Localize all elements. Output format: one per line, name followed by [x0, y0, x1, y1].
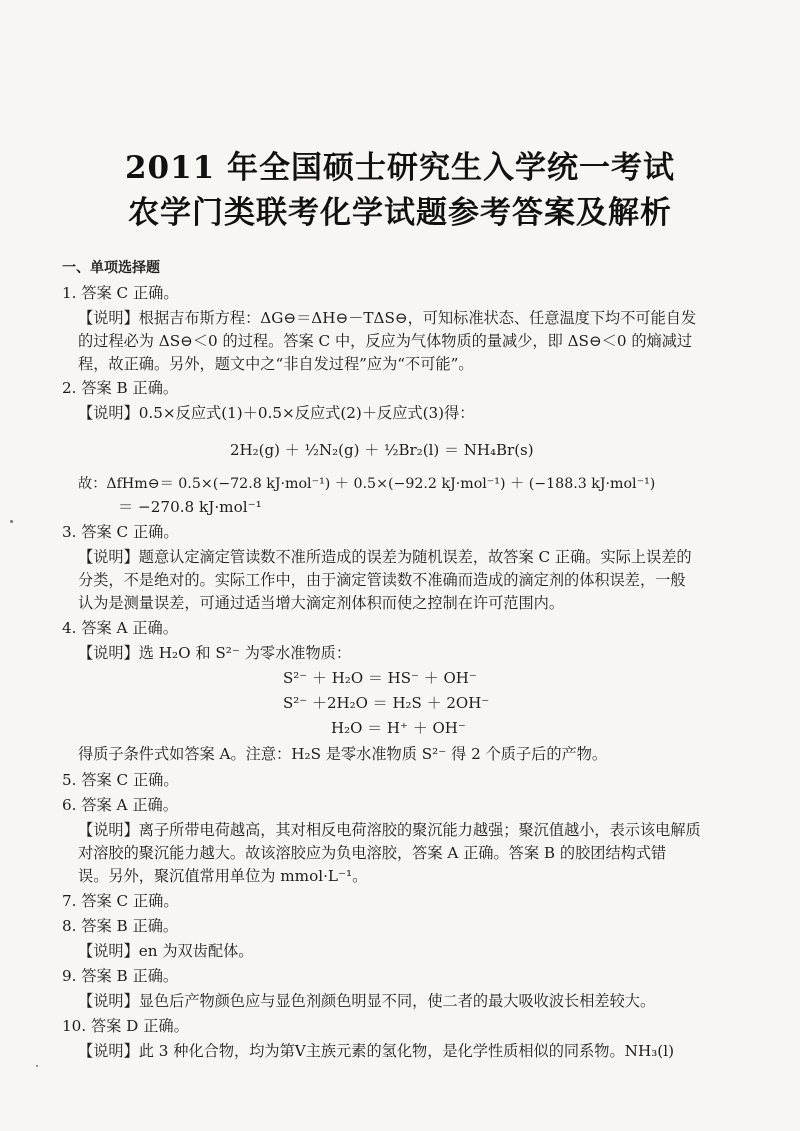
equation-4-3: H₂O ＝ H⁺ ＋ OH⁻	[331, 719, 466, 737]
answer-1: 1. 答案 C 正确。	[62, 284, 179, 302]
title-line-1: 2011 年全国硕士研究生入学统一考试	[124, 150, 676, 186]
answer-8: 8. 答案 B 正确。	[62, 917, 179, 935]
equation-4-2: S²⁻ ＋2H₂O ＝ H₂S ＋ 2OH⁻	[283, 694, 490, 712]
answer-9: 9. 答案 B 正确。	[62, 967, 179, 985]
answer-3: 3. 答案 C 正确。	[62, 523, 179, 541]
explanation-6-line-3: 误。另外，聚沉值常用单位为 mmol·L⁻¹。	[78, 867, 368, 885]
equation-2-result: ＝ −270.8 kJ·mol⁻¹	[118, 498, 262, 516]
explanation-3-line-1: 【说明】题意认定滴定管读数不准所造成的误差为随机误差，故答案 C 正确。实际上误差的	[78, 548, 692, 566]
answer-4: 4. 答案 A 正确。	[62, 619, 178, 637]
explanation-4-line-1: 【说明】选 H₂O 和 S²⁻ 为零水准物质：	[78, 644, 352, 662]
answer-10: 10. 答案 D 正确。	[62, 1017, 189, 1035]
answer-6: 6. 答案 A 正确。	[62, 796, 178, 814]
explanation-8-line-1: 【说明】en 为双齿配体。	[78, 942, 254, 960]
equation-2-reaction: 2H₂(g) ＋ ½N₂(g) ＋ ½Br₂(l) ＝ NH₄Br(s)	[230, 441, 534, 459]
scan-speck	[36, 1065, 38, 1067]
title-line-2: 农学门类联考化学试题参考答案及解析	[128, 195, 672, 231]
explanation-1-line-2: 的过程必为 ΔS⊖＜0 的过程。答案 C 中，反应为气体物质的量减少，即 ΔS⊖＜0 的熵减过	[78, 332, 693, 350]
answer-5: 5. 答案 C 正确。	[62, 771, 179, 789]
scan-speck	[10, 520, 13, 523]
explanation-6-line-1: 【说明】离子所带电荷越高，其对相反电荷溶胶的聚沉能力越强；聚沉值越小，表示该电解质	[78, 821, 701, 839]
explanation-1-line-3: 程，故正确。另外，题文中之“非自发过程”应为“不可能”。	[78, 355, 474, 373]
answer-7: 7. 答案 C 正确。	[62, 892, 179, 910]
explanation-10-line-1: 【说明】此 3 种化合物，均为第Ⅴ主族元素的氢化物，是化学性质相似的同系物。NH₃(l)	[78, 1042, 674, 1060]
explanation-9-line-1: 【说明】显色后产物颜色应与显色剂颜色明显不同，使二者的最大吸收波长相差较大。	[78, 992, 656, 1010]
explanation-6-line-2: 对溶胶的聚沉能力越大。故该溶胶应为负电溶胶，答案 A 正确。答案 B 的胶团结构式错	[78, 844, 667, 862]
explanation-4-line-2: 得质子条件式如答案 A。注意：H₂S 是零水准物质 S²⁻ 得 2 个质子后的产物。	[78, 745, 608, 763]
explanation-1-line-1: 【说明】根据吉布斯方程：ΔG⊖＝ΔH⊖－TΔS⊖，可知标准状态、任意温度下均不可能自发	[78, 309, 697, 327]
equation-2-enthalpy: 故：ΔfHm⊖＝ 0.5×(−72.8 kJ·mol⁻¹) ＋ 0.5×(−92.2 kJ·mol⁻¹) ＋ (−188.3 kJ·mol⁻¹)	[78, 476, 656, 492]
explanation-2-line-1: 【说明】0.5×反应式(1)＋0.5×反应式(2)＋反应式(3)得：	[78, 404, 475, 422]
explanation-3-line-3: 认为是测量误差，可通过适当增大滴定剂体积而使之控制在许可范围内。	[78, 594, 564, 612]
equation-4-1: S²⁻ ＋ H₂O ＝ HS⁻ ＋ OH⁻	[283, 669, 477, 687]
section-heading: 一、单项选择题	[62, 260, 160, 276]
answer-2: 2. 答案 B 正确。	[62, 379, 179, 397]
explanation-3-line-2: 分类，不是绝对的。实际工作中，由于滴定管读数不准确而造成的滴定剂的体积误差，一般	[78, 571, 686, 589]
